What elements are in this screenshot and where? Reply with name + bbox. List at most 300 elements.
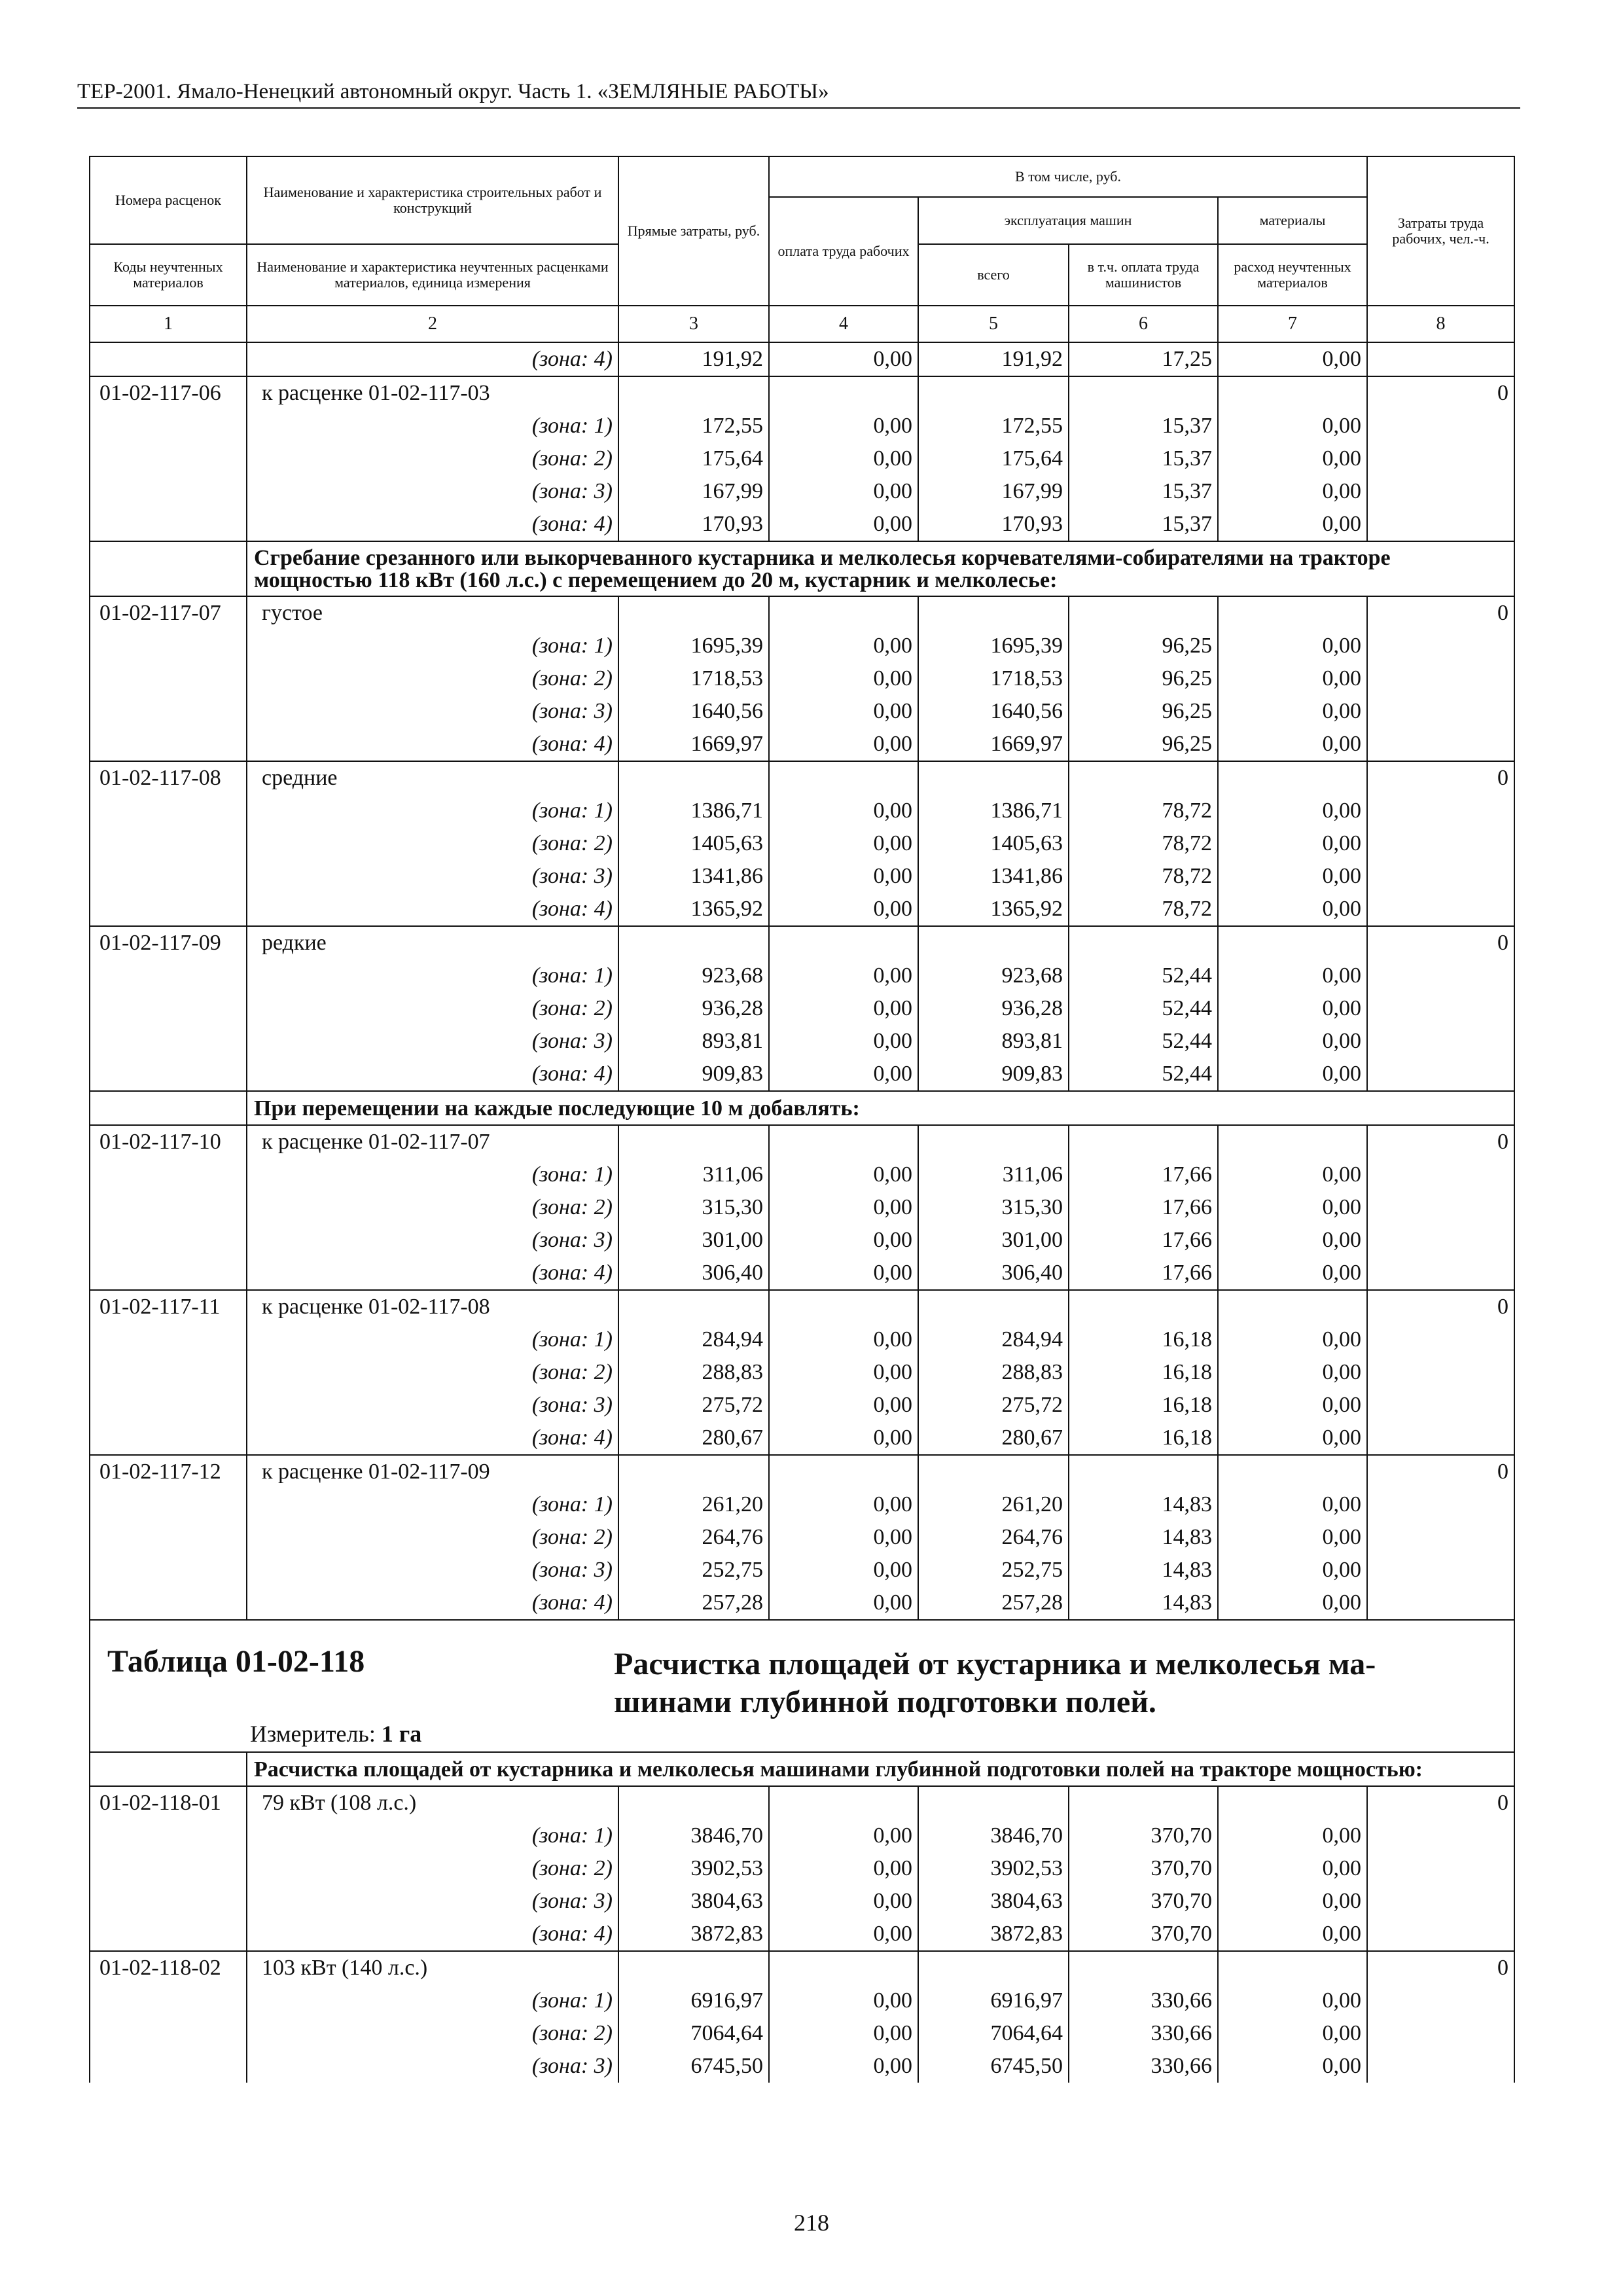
- empty-cell: [618, 1455, 769, 1488]
- machine-total-value: 170,93: [918, 508, 1069, 541]
- worker-pay-value: 0,00: [769, 893, 918, 926]
- worker-pay-value: 0,00: [769, 1058, 918, 1091]
- zone-row: [90, 410, 1514, 442]
- rate-description: густое: [247, 596, 618, 630]
- zone-label: (зона: 3): [247, 475, 618, 508]
- labor-costs-value: 0: [1367, 1951, 1514, 1984]
- machine-total-value: 257,28: [918, 1587, 1069, 1620]
- labor-costs-value: [1367, 1058, 1514, 1091]
- rate-code-cell: [90, 860, 247, 893]
- rate-code: 01-02-117-10: [90, 1125, 247, 1158]
- rate-code-cell: [90, 1158, 247, 1191]
- machinist-pay-value: 14,83: [1069, 1554, 1218, 1587]
- materials-value: 0,00: [1218, 1058, 1367, 1091]
- col-number: 7: [1218, 306, 1367, 342]
- machine-total-value: 172,55: [918, 410, 1069, 442]
- rate-description: к расценке 01-02-117-03: [247, 376, 618, 410]
- machine-total-value: 261,20: [918, 1488, 1069, 1521]
- worker-pay-value: 0,00: [769, 795, 918, 827]
- materials-value: 0,00: [1218, 410, 1367, 442]
- empty-cell: [769, 926, 918, 960]
- empty-cell: [618, 1290, 769, 1323]
- machinist-pay-value: 16,18: [1069, 1356, 1218, 1389]
- rate-code-cell: [90, 1488, 247, 1521]
- rate-code-cell: [90, 1521, 247, 1554]
- empty-cell: [1218, 1951, 1367, 1984]
- labor-costs-value: [1367, 827, 1514, 860]
- header-machine-total: всего: [918, 244, 1069, 306]
- direct-costs-value: 909,83: [618, 1058, 769, 1091]
- empty-cell: [918, 1455, 1069, 1488]
- empty-cell: [918, 926, 1069, 960]
- rate-code-cell: [90, 1323, 247, 1356]
- machine-total-value: 1341,86: [918, 860, 1069, 893]
- machine-total-value: 3804,63: [918, 1885, 1069, 1918]
- col-number: 4: [769, 306, 918, 342]
- rate-code: 01-02-117-12: [90, 1455, 247, 1488]
- machinist-pay-value: 370,70: [1069, 1918, 1218, 1951]
- materials-value: 0,00: [1218, 1323, 1367, 1356]
- materials-value: 0,00: [1218, 475, 1367, 508]
- labor-costs-value: [1367, 1224, 1514, 1257]
- materials-value: 0,00: [1218, 860, 1367, 893]
- machine-total-value: 288,83: [918, 1356, 1069, 1389]
- direct-costs-value: 923,68: [618, 960, 769, 992]
- labor-costs-value: [1367, 795, 1514, 827]
- machine-total-value: 311,06: [918, 1158, 1069, 1191]
- worker-pay-value: 0,00: [769, 630, 918, 662]
- rate-code-cell: [90, 1852, 247, 1885]
- empty-cell: [769, 1455, 918, 1488]
- labor-costs-value: [1367, 1356, 1514, 1389]
- rate-code-cell: [90, 1058, 247, 1091]
- machinist-pay-value: 17,25: [1069, 342, 1218, 376]
- labor-costs-value: [1367, 475, 1514, 508]
- direct-costs-value: 6745,50: [618, 2050, 769, 2083]
- table-header: [90, 156, 1514, 342]
- zone-row: [90, 1587, 1514, 1620]
- zone-label: (зона: 2): [247, 2017, 618, 2050]
- worker-pay-value: 0,00: [769, 1488, 918, 1521]
- machine-total-value: 3902,53: [918, 1852, 1069, 1885]
- zone-row: [90, 508, 1514, 541]
- worker-pay-value: 0,00: [769, 1356, 918, 1389]
- labor-costs-value: [1367, 1488, 1514, 1521]
- machine-total-value: 315,30: [918, 1191, 1069, 1224]
- machinist-pay-value: 330,66: [1069, 2050, 1218, 2083]
- rate-item-row: [90, 596, 1514, 630]
- materials-value: 0,00: [1218, 1191, 1367, 1224]
- rate-code-cell: [90, 1389, 247, 1422]
- unit-value: 1 га: [381, 1721, 422, 1747]
- direct-costs-value: 7064,64: [618, 2017, 769, 2050]
- materials-value: 0,00: [1218, 508, 1367, 541]
- rate-code: 01-02-117-11: [90, 1290, 247, 1323]
- empty-cell: [769, 1786, 918, 1820]
- zone-label: (зона: 3): [247, 1025, 618, 1058]
- labor-costs-value: [1367, 1820, 1514, 1852]
- empty-cell: [618, 761, 769, 795]
- zone-label: (зона: 2): [247, 1521, 618, 1554]
- machinist-pay-value: 14,83: [1069, 1587, 1218, 1620]
- zone-label: (зона: 4): [247, 342, 618, 376]
- materials-value: 0,00: [1218, 1025, 1367, 1058]
- rate-code-cell: [90, 2050, 247, 2083]
- materials-value: 0,00: [1218, 960, 1367, 992]
- rate-item-row: [90, 376, 1514, 410]
- materials-value: 0,00: [1218, 630, 1367, 662]
- rate-description: средние: [247, 761, 618, 795]
- machinist-pay-value: 78,72: [1069, 860, 1218, 893]
- empty-cell: [769, 376, 918, 410]
- labor-costs-value: [1367, 630, 1514, 662]
- labor-costs-value: [1367, 1158, 1514, 1191]
- machinist-pay-value: 96,25: [1069, 662, 1218, 695]
- materials-value: 0,00: [1218, 893, 1367, 926]
- page-header: ТЕР-2001. Ямало-Ненецкий автономный округ. Часть 1. «ЗЕМЛЯНЫЕ РАБОТЫ»: [77, 77, 1520, 109]
- labor-costs-value: 0: [1367, 926, 1514, 960]
- direct-costs-value: 3872,83: [618, 1918, 769, 1951]
- zone-label: (зона: 4): [247, 893, 618, 926]
- header-work-name: Наименование и характеристика строительных работ и конструкций: [247, 156, 618, 244]
- machine-total-value: 191,92: [918, 342, 1069, 376]
- machine-total-value: 1365,92: [918, 893, 1069, 926]
- rate-code-cell: [90, 508, 247, 541]
- machinist-pay-value: 96,25: [1069, 728, 1218, 761]
- rate-item-row: [90, 1455, 1514, 1488]
- machinist-pay-value: 17,66: [1069, 1158, 1218, 1191]
- labor-costs-value: [1367, 992, 1514, 1025]
- empty-cell: [618, 1786, 769, 1820]
- machinist-pay-value: 14,83: [1069, 1488, 1218, 1521]
- direct-costs-value: 257,28: [618, 1587, 769, 1620]
- empty-cell: [1069, 1125, 1218, 1158]
- labor-costs-value: [1367, 728, 1514, 761]
- col-number: 6: [1069, 306, 1218, 342]
- empty-cell: [1218, 761, 1367, 795]
- rate-code-cell: [90, 1554, 247, 1587]
- worker-pay-value: 0,00: [769, 1554, 918, 1587]
- zone-label: (зона: 2): [247, 992, 618, 1025]
- machinist-pay-value: 16,18: [1069, 1422, 1218, 1455]
- materials-value: 0,00: [1218, 1587, 1367, 1620]
- direct-costs-value: 301,00: [618, 1224, 769, 1257]
- direct-costs-value: 284,94: [618, 1323, 769, 1356]
- rate-code-cell: [90, 960, 247, 992]
- worker-pay-value: 0,00: [769, 1389, 918, 1422]
- zone-label: (зона: 1): [247, 1488, 618, 1521]
- rate-code-cell: [90, 992, 247, 1025]
- labor-costs-value: [1367, 860, 1514, 893]
- labor-costs-value: 0: [1367, 376, 1514, 410]
- section-heading: Расчистка площадей от кустарника и мелколесья машинами глубинной подготовки полей на тракторе мощностью:: [247, 1752, 1514, 1786]
- machinist-pay-value: 330,66: [1069, 1984, 1218, 2017]
- machinist-pay-value: 78,72: [1069, 795, 1218, 827]
- page-number: 218: [794, 2210, 829, 2236]
- direct-costs-value: 1386,71: [618, 795, 769, 827]
- machine-total-value: 264,76: [918, 1521, 1069, 1554]
- header-codes: Коды неучтенных материалов: [90, 244, 247, 306]
- direct-costs-value: 170,93: [618, 508, 769, 541]
- zone-row: [90, 795, 1514, 827]
- zone-row: [90, 2017, 1514, 2050]
- rate-code-cell: [90, 1820, 247, 1852]
- zone-label: (зона: 2): [247, 1191, 618, 1224]
- zone-label: (зона: 4): [247, 1587, 618, 1620]
- materials-value: 0,00: [1218, 1158, 1367, 1191]
- machine-total-value: 167,99: [918, 475, 1069, 508]
- direct-costs-value: 311,06: [618, 1158, 769, 1191]
- machine-total-value: 936,28: [918, 992, 1069, 1025]
- labor-costs-value: [1367, 442, 1514, 475]
- section-heading-row: [90, 1752, 1514, 1786]
- unit-label: Измеритель:: [250, 1721, 382, 1747]
- zone-row: [90, 860, 1514, 893]
- zone-label: (зона: 1): [247, 410, 618, 442]
- col-number: 1: [90, 306, 247, 342]
- section-heading: Сгребание срезанного или выкорчеванного кустарника и мелколесья корчевателями-собирателями на тракторе мощностью 118 кВт (160 л.с.) с перемещением до 20 м, кустарник и мелколесье:: [247, 541, 1514, 596]
- empty-cell: [1069, 1786, 1218, 1820]
- header-materials: материалы: [1218, 197, 1367, 244]
- rate-code-cell: [90, 1984, 247, 2017]
- worker-pay-value: 0,00: [769, 1257, 918, 1290]
- materials-value: 0,00: [1218, 1852, 1367, 1885]
- rate-item-row: [90, 1125, 1514, 1158]
- rate-item-row: [90, 761, 1514, 795]
- worker-pay-value: 0,00: [769, 475, 918, 508]
- header-machinist-pay: в т.ч. оплата труда машинистов: [1069, 244, 1218, 306]
- labor-costs-value: 0: [1367, 596, 1514, 630]
- zone-label: (зона: 4): [247, 1058, 618, 1091]
- zone-row: [90, 1984, 1514, 2017]
- direct-costs-value: 175,64: [618, 442, 769, 475]
- machinist-pay-value: 15,37: [1069, 475, 1218, 508]
- worker-pay-value: 0,00: [769, 1918, 918, 1951]
- rate-code-cell: [90, 893, 247, 926]
- zone-label: (зона: 3): [247, 860, 618, 893]
- machine-total-value: 1640,56: [918, 695, 1069, 728]
- labor-costs-value: [1367, 893, 1514, 926]
- zone-row: [90, 1323, 1514, 1356]
- worker-pay-value: 0,00: [769, 1852, 918, 1885]
- header-uncounted-materials: расход неучтенных материалов: [1218, 244, 1367, 306]
- zone-label: (зона: 3): [247, 1554, 618, 1587]
- empty-cell: [1218, 1786, 1367, 1820]
- empty-cell: [618, 376, 769, 410]
- worker-pay-value: 0,00: [769, 992, 918, 1025]
- direct-costs-value: 1365,92: [618, 893, 769, 926]
- direct-costs-value: 306,40: [618, 1257, 769, 1290]
- zone-row: [90, 1356, 1514, 1389]
- rate-code-cell: [90, 827, 247, 860]
- worker-pay-value: 0,00: [769, 1224, 918, 1257]
- materials-value: 0,00: [1218, 992, 1367, 1025]
- zone-label: (зона: 1): [247, 1158, 618, 1191]
- empty-cell: [618, 926, 769, 960]
- labor-costs-value: 0: [1367, 1786, 1514, 1820]
- worker-pay-value: 0,00: [769, 728, 918, 761]
- empty-cell: [918, 376, 1069, 410]
- empty-cell: [769, 1290, 918, 1323]
- zone-row: [90, 630, 1514, 662]
- machinist-pay-value: 15,37: [1069, 442, 1218, 475]
- zone-row: [90, 1422, 1514, 1455]
- direct-costs-value: 6916,97: [618, 1984, 769, 2017]
- zone-row: [90, 960, 1514, 992]
- machinist-pay-value: 330,66: [1069, 2017, 1218, 2050]
- direct-costs-value: 3846,70: [618, 1820, 769, 1852]
- machine-total-value: 3846,70: [918, 1820, 1069, 1852]
- worker-pay-value: 0,00: [769, 1885, 918, 1918]
- machinist-pay-value: 52,44: [1069, 992, 1218, 1025]
- empty-cell: [90, 1091, 247, 1125]
- header-rate-numbers: Номера расценок: [90, 156, 247, 244]
- empty-cell: [1218, 1290, 1367, 1323]
- direct-costs-value: 3804,63: [618, 1885, 769, 1918]
- header-in-total: В том числе, руб.: [769, 156, 1367, 197]
- materials-value: 0,00: [1218, 662, 1367, 695]
- empty-cell: [1218, 1125, 1367, 1158]
- zone-label: (зона: 3): [247, 1885, 618, 1918]
- labor-costs-value: [1367, 1852, 1514, 1885]
- labor-costs-value: [1367, 1554, 1514, 1587]
- labor-costs-value: [1367, 410, 1514, 442]
- rate-item-row: [90, 926, 1514, 960]
- empty-cell: [1069, 1455, 1218, 1488]
- direct-costs-value: 1718,53: [618, 662, 769, 695]
- rate-code-cell: [90, 1257, 247, 1290]
- labor-costs-value: [1367, 1191, 1514, 1224]
- machinist-pay-value: 15,37: [1069, 410, 1218, 442]
- worker-pay-value: 0,00: [769, 1025, 918, 1058]
- rate-description: 103 кВт (140 л.с.): [247, 1951, 618, 1984]
- zone-label: (зона: 4): [247, 508, 618, 541]
- worker-pay-value: 0,00: [769, 442, 918, 475]
- direct-costs-value: 1669,97: [618, 728, 769, 761]
- labor-costs-value: [1367, 1422, 1514, 1455]
- header-direct-costs: Прямые затраты, руб.: [618, 156, 769, 306]
- zone-row: [90, 1820, 1514, 1852]
- rate-code: 01-02-118-01: [90, 1786, 247, 1820]
- zone-row: [90, 1257, 1514, 1290]
- zone-row: [90, 1224, 1514, 1257]
- worker-pay-value: 0,00: [769, 662, 918, 695]
- zone-label: (зона: 2): [247, 827, 618, 860]
- machine-total-value: 893,81: [918, 1025, 1069, 1058]
- section-heading-row: [90, 1091, 1514, 1125]
- empty-cell: [1069, 761, 1218, 795]
- machine-total-value: 284,94: [918, 1323, 1069, 1356]
- empty-cell: [769, 1951, 918, 1984]
- header-labor-costs: Затраты труда рабочих, чел.-ч.: [1367, 156, 1514, 306]
- rate-code-cell: [90, 728, 247, 761]
- machinist-pay-value: 370,70: [1069, 1820, 1218, 1852]
- worker-pay-value: 0,00: [769, 695, 918, 728]
- direct-costs-value: 1640,56: [618, 695, 769, 728]
- rate-code-cell: [90, 1918, 247, 1951]
- machine-total-value: 1405,63: [918, 827, 1069, 860]
- machine-total-value: 1386,71: [918, 795, 1069, 827]
- materials-value: 0,00: [1218, 695, 1367, 728]
- zone-row: [90, 1025, 1514, 1058]
- materials-value: 0,00: [1218, 1918, 1367, 1951]
- rate-code-cell: [90, 410, 247, 442]
- empty-cell: [90, 1752, 247, 1786]
- machinist-pay-value: 96,25: [1069, 695, 1218, 728]
- rate-description: 79 кВт (108 л.с.): [247, 1786, 618, 1820]
- machine-total-value: 280,67: [918, 1422, 1069, 1455]
- direct-costs-value: 315,30: [618, 1191, 769, 1224]
- zone-row: [90, 1918, 1514, 1951]
- zone-row: [90, 1389, 1514, 1422]
- zone-row: [90, 1885, 1514, 1918]
- direct-costs-value: 261,20: [618, 1488, 769, 1521]
- empty-cell: [918, 1290, 1069, 1323]
- machine-total-value: 6916,97: [918, 1984, 1069, 2017]
- empty-cell: [618, 1125, 769, 1158]
- labor-costs-value: [1367, 1025, 1514, 1058]
- materials-value: 0,00: [1218, 1389, 1367, 1422]
- section-heading: При перемещении на каждые последующие 10 м добавлять:: [247, 1091, 1514, 1125]
- machine-total-value: 3872,83: [918, 1918, 1069, 1951]
- materials-value: 0,00: [1218, 1356, 1367, 1389]
- labor-costs-value: [1367, 662, 1514, 695]
- header-machine-operation: эксплуатация машин: [918, 197, 1218, 244]
- machinist-pay-value: 14,83: [1069, 1521, 1218, 1554]
- table-number: Таблица 01-02-118: [107, 1644, 365, 1679]
- worker-pay-value: 0,00: [769, 508, 918, 541]
- empty-cell: [1069, 926, 1218, 960]
- empty-cell: [769, 596, 918, 630]
- labor-costs-value: [1367, 342, 1514, 376]
- direct-costs-value: 1695,39: [618, 630, 769, 662]
- measurement-unit: [250, 1717, 421, 1750]
- materials-value: 0,00: [1218, 1488, 1367, 1521]
- zone-row: [90, 992, 1514, 1025]
- zone-row: [90, 475, 1514, 508]
- machinist-pay-value: 370,70: [1069, 1885, 1218, 1918]
- labor-costs-value: [1367, 1521, 1514, 1554]
- zone-label: (зона: 3): [247, 1389, 618, 1422]
- empty-cell: [1218, 1455, 1367, 1488]
- empty-cell: [618, 596, 769, 630]
- zone-row: [90, 1158, 1514, 1191]
- empty-cell: [769, 1125, 918, 1158]
- zone-row: [90, 2050, 1514, 2083]
- machinist-pay-value: 78,72: [1069, 893, 1218, 926]
- empty-cell: [918, 761, 1069, 795]
- empty-cell: [918, 1786, 1069, 1820]
- machine-total-value: 6745,50: [918, 2050, 1069, 2083]
- rate-code-cell: [90, 1025, 247, 1058]
- machinist-pay-value: 52,44: [1069, 960, 1218, 992]
- worker-pay-value: 0,00: [769, 1820, 918, 1852]
- rate-item-row: [90, 1786, 1514, 1820]
- empty-cell: [90, 541, 247, 596]
- empty-cell: [618, 1951, 769, 1984]
- labor-costs-value: 0: [1367, 1455, 1514, 1488]
- zone-label: (зона: 2): [247, 662, 618, 695]
- materials-value: 0,00: [1218, 795, 1367, 827]
- machinist-pay-value: 96,25: [1069, 630, 1218, 662]
- rate-code-cell: [90, 1885, 247, 1918]
- col-number: 8: [1367, 306, 1514, 342]
- zone-label: (зона: 4): [247, 728, 618, 761]
- rates-table-container: [89, 156, 1514, 2083]
- labor-costs-value: [1367, 2050, 1514, 2083]
- labor-costs-value: [1367, 960, 1514, 992]
- rates-table: [89, 156, 1515, 2083]
